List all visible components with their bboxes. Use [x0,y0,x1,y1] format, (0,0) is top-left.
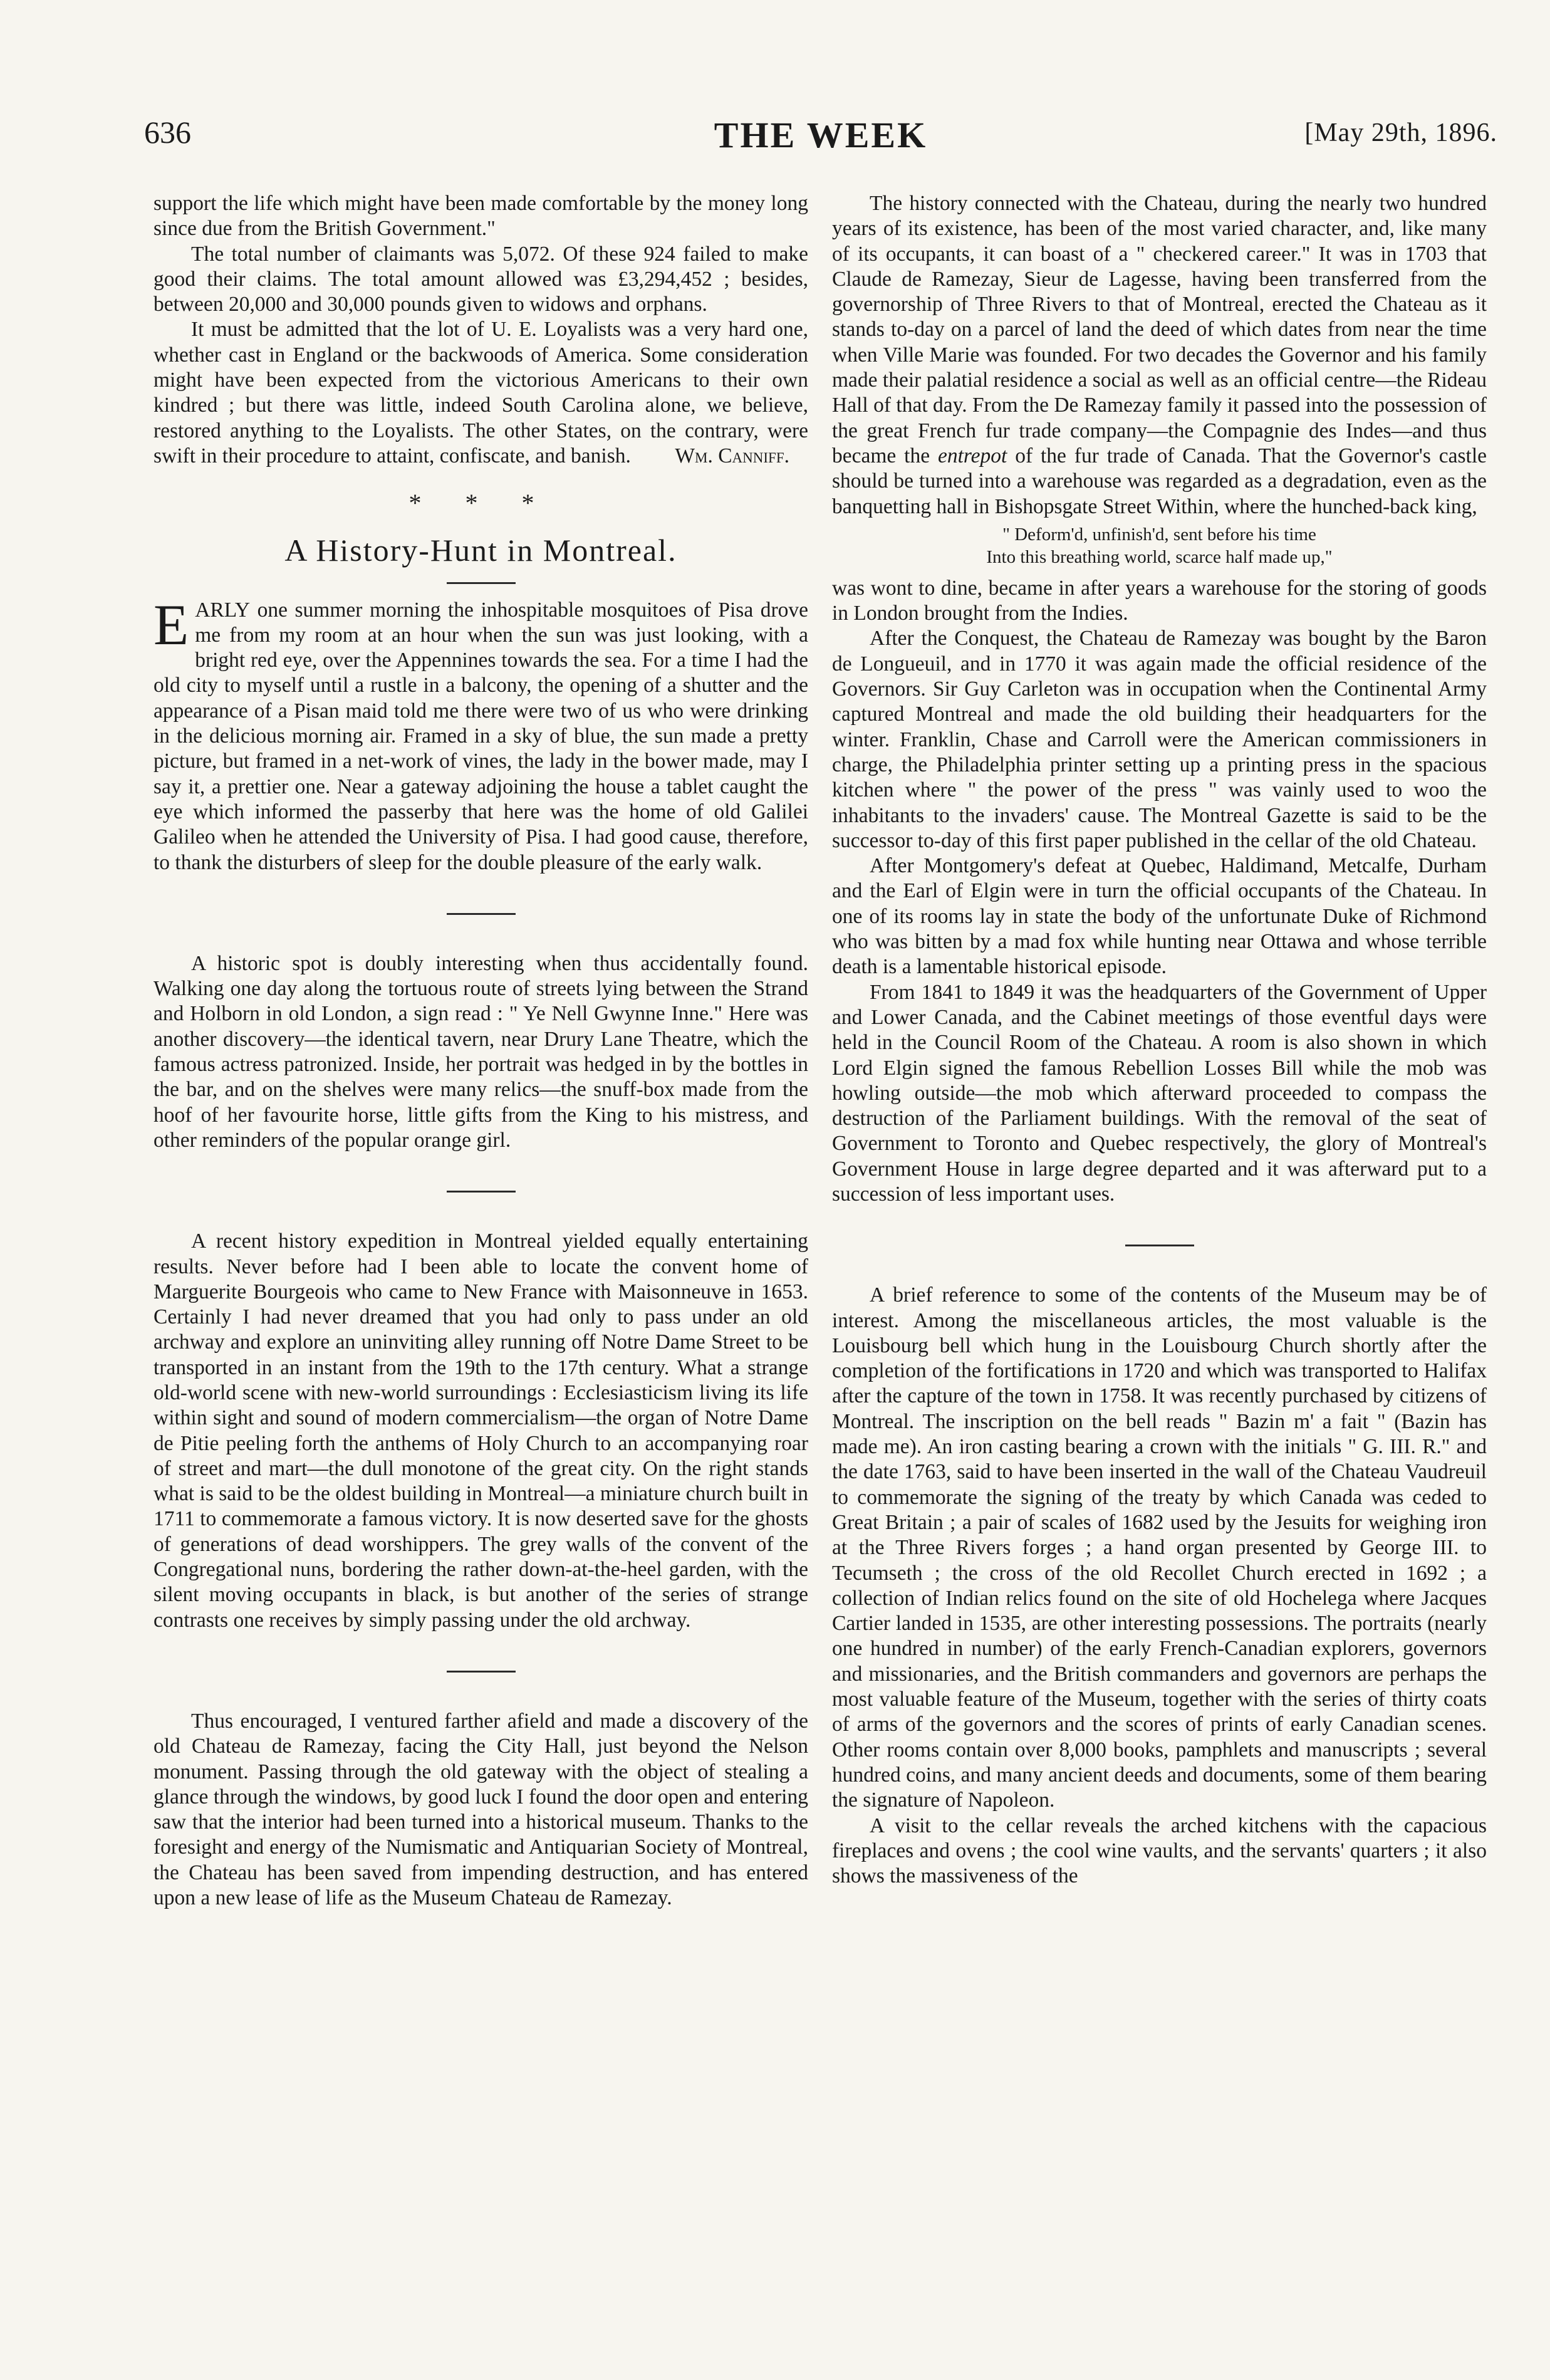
paragraph [832,191,1487,519]
article-title: A History-Hunt in Montreal. [284,532,677,568]
paragraph: support the life which might have been made comfortable by the money long since due from the British Government." [153,192,808,241]
block-quote [832,523,1487,568]
paragraph: After Montgomery's defeat at Quebec, Haldimand, Metcalfe, Durham and the Earl of Elgin were in turn the official occupants of the Chateau. In one of its rooms lay in state the body of the unfortunate Duke of Richmond who was bitten by a mad fox while hunting near Ottawa and whose terrible death is a lamentable historical episode. [832,854,1487,979]
paragraph: The total number of claimants was 5,072. Of these 924 failed to make good their claims. The total amount allowed was £3,294,452 ; besides, between 20,000 and 30,000 pounds given to widows and orphans. [153,242,808,316]
quote-line: " Deform'd, unfinish'd, sent before his time [1002,524,1316,545]
section-rule [1125,1245,1194,1246]
page-number: 636 [144,115,191,150]
paragraph: After the Conquest, the Chateau de Ramezay was bought by the Baron de Longueuil, and in 1770 it was again made the official residence of the Governors. Sir Guy Carleton was in occupation when the Continental Army captured Montreal and made the old building their headquarters for the winter. Franklin, Chase and Carroll were the American commissioners in charge, the Philadelphia printer setting up a printing press in the spacious kitchen where " the power of the press " was vainly used to woo the inhabitants to the invaders' cause. The Montreal Gazette is said to be the successor to-day of this first paper published in the cellar of the old Chateau. [832,627,1487,852]
title-rule [447,582,516,584]
section-rule [447,1671,516,1673]
author-signature: Wm. Canniff. [675,444,789,468]
publication-title: THE WEEK [714,115,928,155]
drop-cap: E [153,592,189,657]
right-column [832,191,1487,1889]
quote-line: Into this breathing world, scarce half made up," [986,546,1333,567]
paragraph: was wont to dine, became in after years a warehouse for the storing of goods in London brought from the Indies. [832,576,1487,625]
paragraph: A historic spot is doubly interesting when thus accidentally found. Walking one day along the tortuous route of streets lying between the Strand and Holborn in old London, a sign read : " Ye Nell Gwynne Inne." Here was another discovery—the identical tavern, near Drury Lane Theatre, which the famous actress patronized. Inside, her portrait was hedged in by the bottles in the bar, and on the shelves were many relics—the snuff-box made from the hoof of her favourite horse, little gifts from the King to his mistress, and other reminders of the popular orange girl. [153,951,808,1152]
paragraph-text: of the fur trade of Canada. That the Governor's castle should be turned into a warehouse was regarded as a degradation, even as the banquetting hall in Bishopsgate Street Within, where the hunched-back king, [832,444,1487,518]
paragraph: A visit to the cellar reveals the arched kitchens with the capacious fireplaces and ovens ; the cool wine vaults, and the servants' quarters ; it also shows the massiveness of the [832,1814,1487,1888]
section-rule [447,1191,516,1193]
section-stars: * * * [408,488,553,517]
paragraph: It must be admitted that the lot of U. E. Loyalists was a very hard one, whether cast in England or the backwoods of America. Some consideration might have been expected from the victorious Americans to their own kindred ; but there was little, indeed South Carolina alone, we believe, restored anything to the Loyalists. The other States, on the contrary, were swift in their procedure to attaint, confiscate, and banish. [153,318,808,467]
page-header [144,114,1497,164]
paragraph: From 1841 to 1849 it was the headquarters of the Government of Upper and Lower Canada, and the Cabinet meetings of those eventful days were held in the Council Room of the Chateau. A room is also shown in which Lord Elgin signed the famous Rebellion Losses Bill while the mob was howling outside—the mob which afterward proceeded to compass the destruction of the Parliament buildings. With the removal of the seat of Government to Toronto and Quebec respectively, the glory of Montreal's Government House in large degree departed and it was afterward put to a succession of less important uses. [832,980,1487,1206]
paragraph: Thus encouraged, I ventured farther afield and made a discovery of the old Chateau de Ramezay, facing the City Hall, just beyond the Nelson monument. Passing through the old gateway with the object of stealing a glance through the windows, by good luck I found the door open and entering saw that the interior had been turned into a historical museum. Thanks to the foresight and energy of the Numismatic and Antiquarian Society of Montreal, the Chateau has been saved from impending destruction, and has entered upon a new lease of life as the Museum Chateau de Ramezay. [153,1709,808,1910]
opening-paragraph [153,592,808,875]
paragraph: A brief reference to some of the contents of the Museum may be of interest. Among the miscellaneous articles, the most valuable is the Louisbourg bell which hung in the Louisbourg Church shortly after the completion of the fortifications in 1720 and which was transported to Halifax after the capture of the town in 1758. It was recently purchased by citizens of Montreal. The inscription on the bell reads " Bazin m' a fait " (Bazin has made me). An iron casting bearing a crown with the initials " G. III. R." and the date 1763, said to have been inserted in the wall of the Chateau Vaudreuil to commemorate the signing of the treaty by which Canada was ceded to Great Britain ; a pair of scales of 1682 used by the Jesuits for weighing iron at the Three Rivers forges ; a hand organ presented by George III. to Tecumseth ; the cross of the old Recollet Church erected in 1692 ; a collection of Indian relics found on the site of old Hochelega where Jacques Cartier landed in 1535, are other interesting possessions. The portraits (nearly one hundred in number) of the early French-Canadian explorers, governors and missionaries, and the British commanders and governors are perhaps the most valuable feature of the Museum, together with the series of thirty coats of arms of the governors and the scores of prints of early Canadian scenes. Other rooms contain over 8,000 books, pamphlets and manuscripts ; several hundred coins, and many ancient deeds and documents, some of them bearing the signature of Napoleon. [832,1283,1487,1812]
left-column [153,191,808,1911]
paragraph-text: one summer morning the inhospitable mosquitoes of Pisa drove me from my room at an hour when the sun was just looking, with a bright red eye, over the Appennines towards the sea. For a time I had the old city to myself until a rustle in a balcony, the opening of a shutter and the appearance of a Pisan maid told me there were two of us who were drinking in the delicious morning air. Framed in a sky of blue, the sun made a pretty picture, but framed in a net-work of vines, the lady in the bower made, may I say it, a prettier one. Near a gateway adjoining the house a tablet caught the eye which informed the passerby that here was the home of old Galilei Galileo when he attended the University of Pisa. I had good cause, therefore, to thank the disturbers of sleep for the double pleasure of the early walk. [153,598,808,874]
paragraph: A recent history expedition in Montreal yielded equally entertaining results. Never before had I been able to locate the convent home of Marguerite Bourgeois who came to New France with Maisonneuve in 1653. Certainly I had never dreamed that you had only to pass under an old archway and explore an uninviting alley running off Notre Dame Street to be transported in an instant from the 19th to the 17th century. What a strange old-world scene with new-world surroundings : Ecclesiasticism living its life within sight and sound of modern commercialism—the organ of Notre Dame de Pitie peeling forth the anthems of Holy Church to an accompanying roar of street and mart—the dull monotone of the great city. On the right stands what is said to be the oldest building in Montreal—a miniature church built in 1711 to commemorate a famous victory. It is now deserted save for the ghosts of generations of dead worshippers. The grey walls of the convent of the Congregational nuns, bordering the rather down-at-the-heel garden, with the silent moving occupants in black, is but another of the series of strange contrasts one receives by simply passing under the old archway. [153,1229,808,1632]
lead-word: ARLY [195,598,251,622]
italic-word: entrepot [937,444,1007,467]
paragraph-text: The history connected with the Chateau, during the nearly two hundred years of its existence, has been of the most varied character, and, like many of its occupants, it can boast of a " checkered career." It was in 1703 that Claude de Ramezay, Sieur de Lagesse, having been transferred from the governorship of Three Rivers to that of Montreal, erected the Chateau as it stands to-day on a parcel of land the deed of which dates from near the time when Ville Marie was founded. For two decades the Governor and his family made their palatial residence a social as well as an official centre—the Rideau Hall of that day. From the De Ramezay family it passed into the possession of the great French fur trade company—the Compagnie des Indes—and thus became the [832,192,1487,467]
issue-date: [May 29th, 1896. [1304,118,1497,147]
section-rule [447,913,516,915]
